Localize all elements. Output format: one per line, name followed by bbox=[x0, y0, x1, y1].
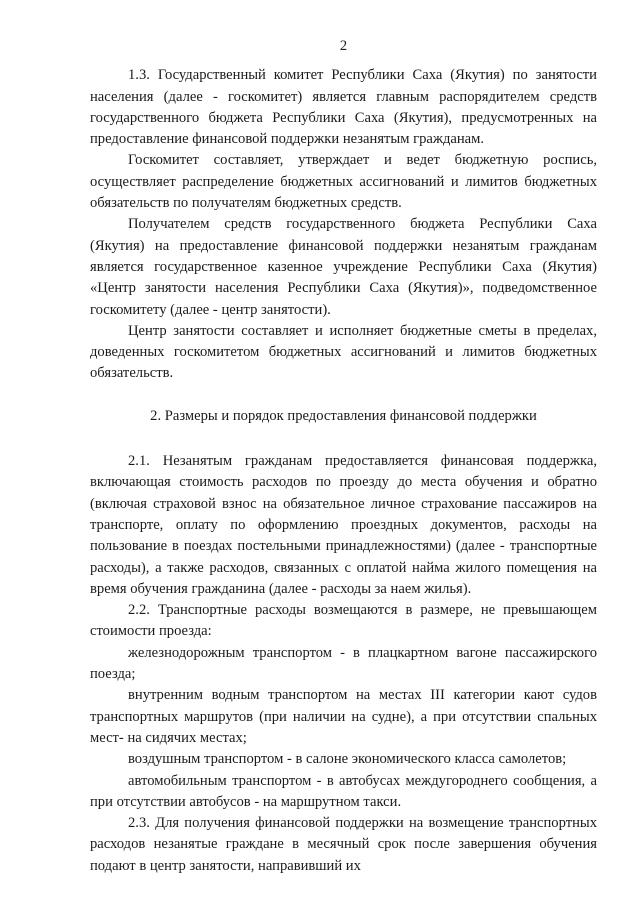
paragraph-2-1: 2.1. Незанятым гражданам предоставляется финансовая поддержка, включающая стоимость расходов по проезду до места обучения и обратно (включая страховой взнос на обязательное личное страхование пассажиров на транспорте, оплату по оформлению проездных документов, расходы на пользование в поездах постельными принадлежностями) (далее - транспортные расходы), а также расходов, связанных с оплатой найма жилого помещения на время обучения гражданина (далее - расходы за наем жилья). bbox=[90, 453, 597, 597]
paragraph-2-3: 2.3. Для получения финансовой поддержки на возмещение транспортных расходов незанятые граждане в месячный срок после завершения обучения подают в центр занятости, направивший их bbox=[90, 815, 597, 874]
document-page bbox=[90, 36, 597, 877]
paragraph-1-3: 1.3. Государственный комитет Республики Саха (Якутия) по занятости населения (далее - госкомитет) является главным распорядителем средств государственного бюджета Республики Саха (Якутия), предусмотренных на предоставление финансовой поддержки незанятым гражданам. bbox=[90, 67, 597, 148]
paragraph-employment-center: Центр занятости составляет и исполняет бюджетные сметы в пределах, доведенных госкомитетом бюджетных ассигнований и лимитов бюджетных обязательств. bbox=[90, 322, 597, 382]
list-item-air: воздушным транспортом - в салоне экономического класса самолетов; bbox=[128, 751, 567, 768]
paragraph-2-2: 2.2. Транспортные расходы возмещаются в размере, не превышающем стоимости проезда: bbox=[90, 602, 597, 640]
page-number: 2 bbox=[339, 38, 348, 54]
paragraph-budget-recipient: Получателем средств государственного бюджета Республики Саха (Якутия) на предоставление финансовой поддержки незанятым гражданам является государственное казенное учреждение Республики Саха (Якутия) «Центр занятости населения Республики Саха (Якутия)», подведомственное госкомитету (далее - центр занятости). bbox=[90, 216, 597, 318]
section-title: 2. Размеры и порядок предоставления финансовой поддержки bbox=[150, 407, 537, 424]
list-item-road: автомобильным транспортом - в автобусах междугороднего сообщения, а при отсутствии автобусов - на маршрутном такси. bbox=[90, 772, 597, 810]
list-item-railway: железнодорожным транспортом - в плацкартном вагоне пассажирского поезда; bbox=[90, 644, 597, 683]
list-item-water: внутренним водным транспортом на местах III категории кают судов транспортных маршрутов (при наличии на судне), а при отсутствии спальных мест- на сидячих местах; bbox=[90, 687, 597, 746]
paragraph-goskomitet-budget: Госкомитет составляет, утверждает и ведет бюджетную роспись, осуществляет распределение бюджетных ассигнований и лимитов бюджетных обязательств по получателям бюджетных средств. bbox=[90, 152, 597, 212]
